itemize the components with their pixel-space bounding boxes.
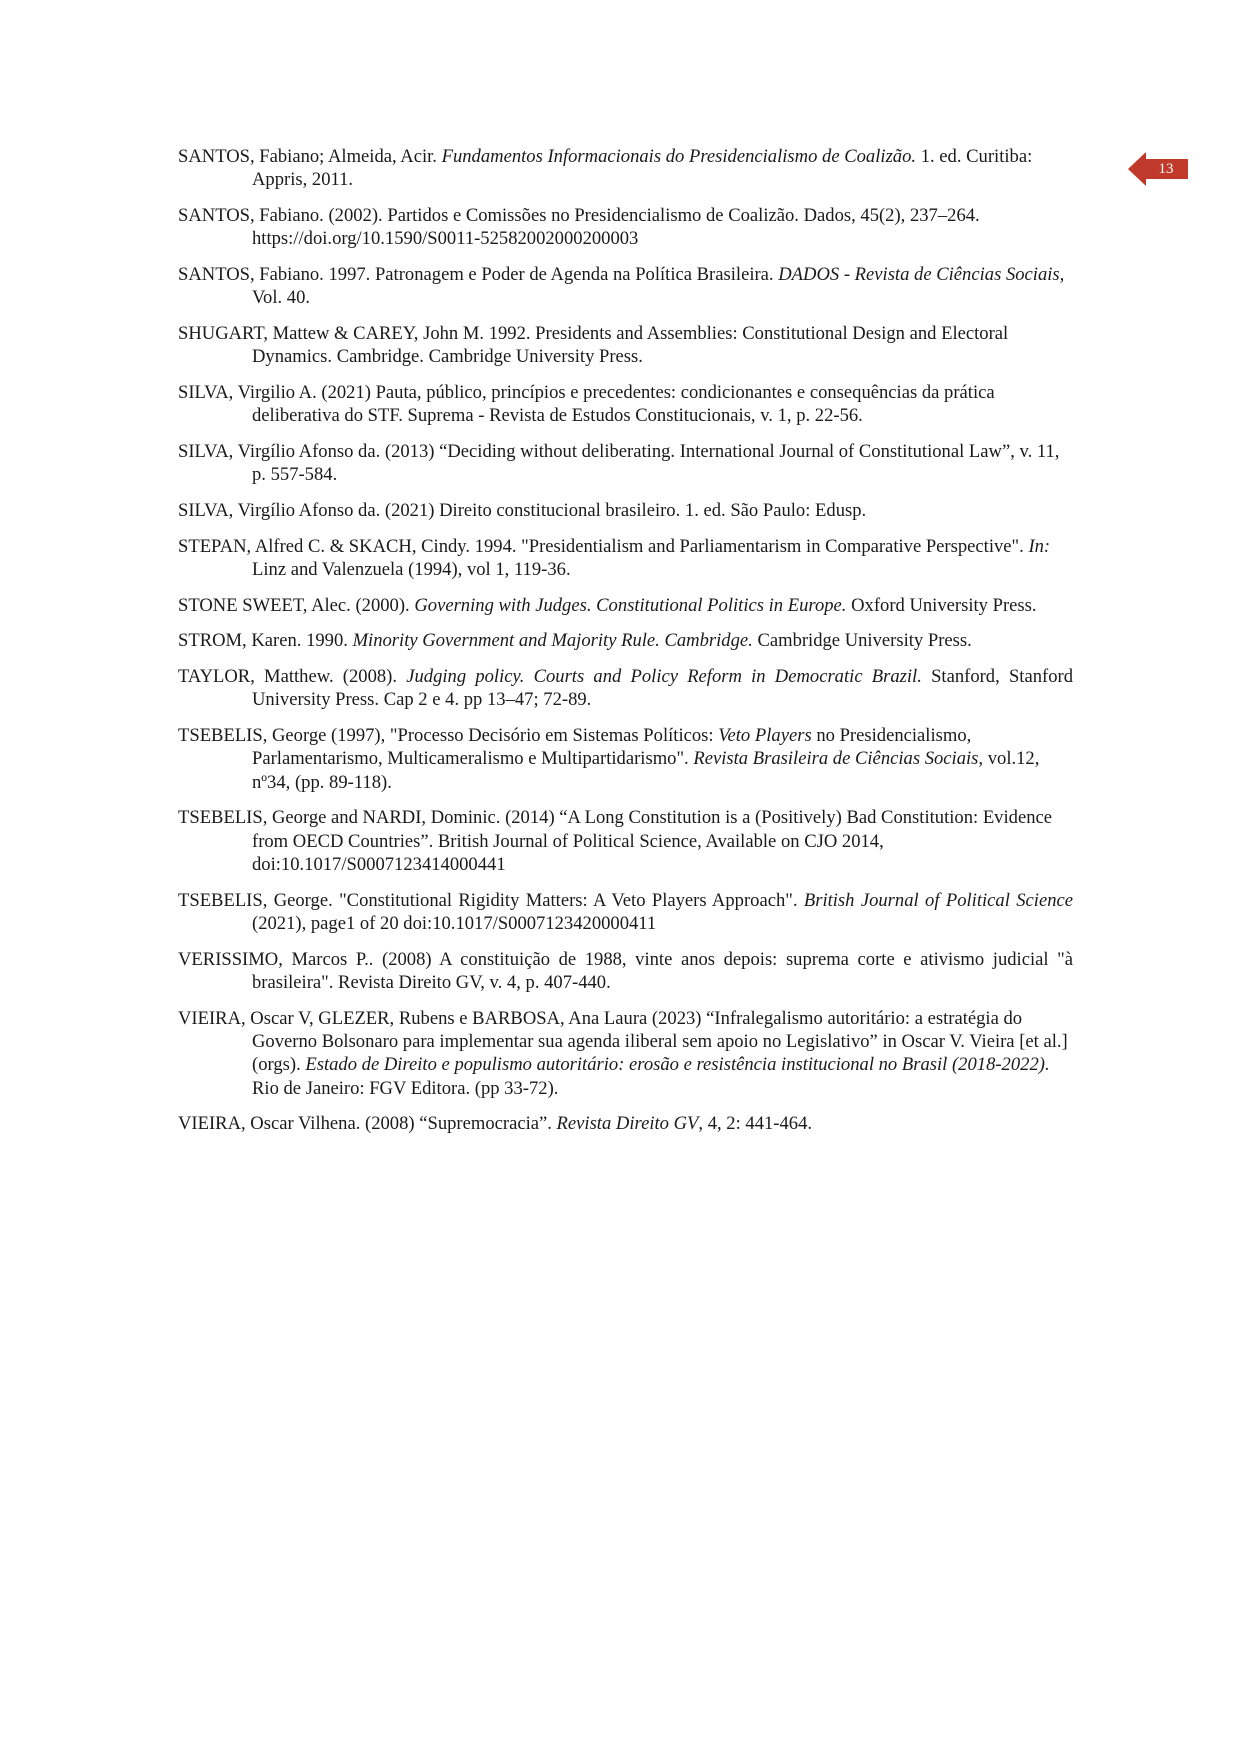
reference-entry: STEPAN, Alfred C. & SKACH, Cindy. 1994. "Presidentialism and Parliamentarism in Comparative Perspective". In: Linz and Valenzuela (1994), vol 1, 119-36.	[178, 535, 1051, 580]
reference-entry: SANTOS, Fabiano. 1997. Patronagem e Poder de Agenda na Política Brasileira. DADOS - Revista de Ciências Sociais, Vol. 40.	[178, 264, 1065, 309]
reference-entry: STROM, Karen. 1990. Minority Government and Majority Rule. Cambridge. Cambridge University Press.	[178, 630, 972, 652]
reference-entry: SANTOS, Fabiano; Almeida, Acir. Fundamentos Informacionais do Presidencialismo de Coalizão. 1. ed. Curitiba: Appris, 2011.	[178, 146, 1033, 191]
reference-entry: TSEBELIS, George (1997), "Processo Decisório em Sistemas Políticos: Veto Players no Presidencialismo, Parlamentarismo, Multicameralismo e Multipartidarismo". Revista Brasileira de Ciências Sociais, vol.12, nº34, (pp. 89-118).	[178, 724, 1040, 793]
reference-entry: SILVA, Virgílio Afonso da. (2013) “Deciding without deliberating. International Journal of Constitutional Law”, v. 11, p. 557-584.	[178, 441, 1060, 486]
reference-entry: VIEIRA, Oscar Vilhena. (2008) “Supremocracia”. Revista Direito GV, 4, 2: 441-464.	[178, 1113, 813, 1135]
page-number-badge	[1128, 149, 1188, 189]
reference-entry: VIEIRA, Oscar V, GLEZER, Rubens e BARBOSA, Ana Laura (2023) “Infralegalismo autoritário: a estratégia do Governo Bolsonaro para implementar sua agenda iliberal sem apoio no Legislativo” in Oscar V. Vieira [et al.] (orgs). Estado de Direito e populismo autoritário: erosão e resistência institucional no Brasil (2018-2022). Rio de Janeiro: FGV Editora. (pp 33-72).	[178, 1007, 1068, 1099]
reference-entry: SILVA, Virgilio A. (2021) Pauta, público, princípios e precedentes: condicionantes e consequências da prática deliberativa do STF. Suprema - Revista de Estudos Constitucionais, v. 1, p. 22-56.	[178, 382, 995, 427]
reference-entry: SANTOS, Fabiano. (2002). Partidos e Comissões no Presidencialismo de Coalizão. Dados, 45(2), 237–264. https://doi.org/10.1590/S0011-52582002000200003	[178, 205, 980, 250]
reference-entry: SHUGART, Mattew & CAREY, John M. 1992. Presidents and Assemblies: Constitutional Design and Electoral Dynamics. Cambridge. Cambridge University Press.	[178, 323, 1009, 368]
reference-entry: SILVA, Virgílio Afonso da. (2021) Direito constitucional brasileiro. 1. ed. São Paulo: Edusp.	[178, 500, 867, 521]
reference-list	[178, 145, 1073, 1148]
reference-entry: STONE SWEET, Alec. (2000). Governing with Judges. Constitutional Politics in Europe. Oxford University Press.	[178, 594, 1037, 616]
reference-entry: TSEBELIS, George. "Constitutional Rigidity Matters: A Veto Players Approach". British Journal of Political Science (2021), page1 of 20 doi:10.1017/S0007123420000411	[178, 889, 1073, 934]
reference-entry: TAYLOR, Matthew. (2008). Judging policy. Courts and Policy Reform in Democratic Brazil. Stanford, Stanford University Press. Cap 2 e 4. pp 13–47; 72-89.	[178, 665, 1073, 711]
reference-entry: TSEBELIS, George and NARDI, Dominic. (2014) “A Long Constitution is a (Positively) Bad Constitution: Evidence from OECD Countries”. British Journal of Political Science, Available on CJO 2014, doi:10.1017/S0007123414000441	[178, 807, 1052, 875]
reference-entry: VERISSIMO, Marcos P.. (2008) A constituição de 1988, vinte anos depois: suprema corte e ativismo judicial "à brasileira". Revista Direito GV, v. 4, p. 407-440.	[178, 948, 1073, 993]
page-number: 13	[1158, 161, 1174, 177]
